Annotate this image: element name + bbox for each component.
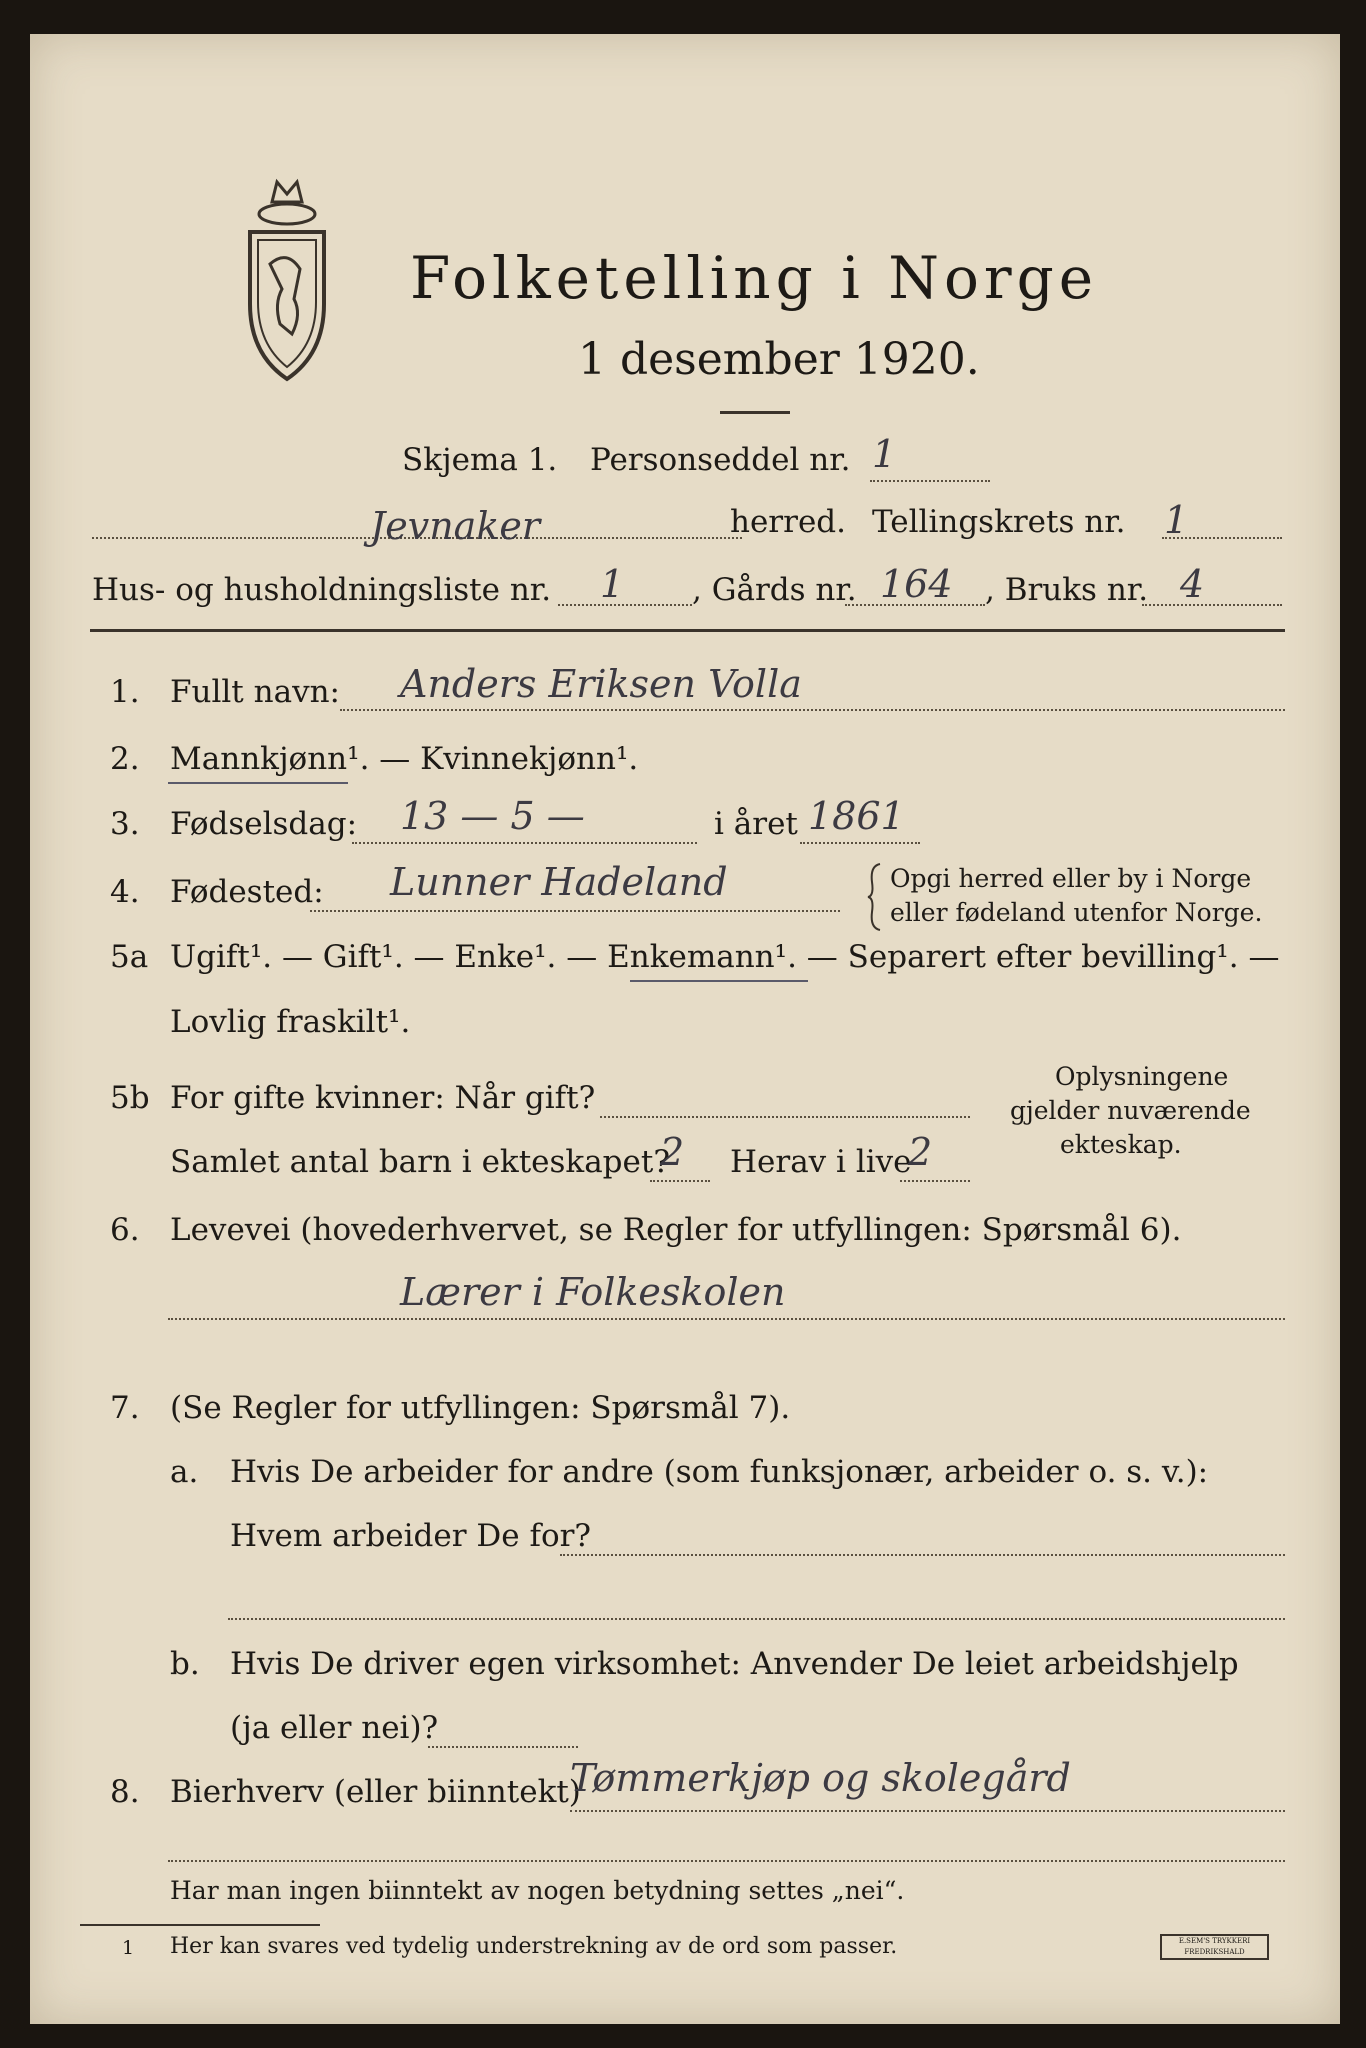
q2-number: 2. [110, 741, 140, 777]
q5b-alive-line [900, 1180, 970, 1182]
footnote-text: Her kan svares ved tydelig understrekning av de ord som passer. [170, 1934, 898, 1959]
tellingskrets-line [1162, 537, 1282, 539]
q3-value: 13 — 5 — [400, 794, 585, 838]
personseddel-value: 1 [872, 432, 897, 476]
footnote-rule [80, 1924, 320, 1926]
personseddel-line [870, 480, 990, 482]
herred-value: Jevnaker [370, 504, 540, 548]
q8-number: 8. [110, 1774, 140, 1810]
q7a-line2 [228, 1618, 1285, 1620]
coat-of-arms-icon [242, 174, 332, 394]
q6-label: Levevei (hovederhvervet, se Regler for utfyllingen: Spørsmål 6). [170, 1212, 1182, 1248]
q4-line [310, 910, 840, 912]
header-divider [720, 411, 790, 414]
q5b-number: 5b [110, 1080, 150, 1116]
biinntekt-note: Har man ingen biinntekt av nogen betydning settes „nei“. [170, 1876, 905, 1905]
q7a-text: Hvis De arbeider for andre (som funksjonær, arbeider o. s. v.): [230, 1454, 1209, 1490]
q4-brace-icon [866, 862, 884, 932]
q7a-line [560, 1554, 1285, 1556]
q5b-note-line3: ekteskap. [1060, 1130, 1182, 1159]
q5a-line1: Ugift¹. — Gift¹. — Enke¹. — Enkemann¹. — Separert efter bevilling¹. — [170, 939, 1280, 975]
hus-label: Hus- og husholdningsliste nr. [92, 572, 552, 608]
q2-label: Mannkjønn¹. — Kvinnekjønn¹. [170, 741, 639, 777]
q5b-children-line [650, 1180, 710, 1182]
hus-value: 1 [600, 562, 625, 606]
gards-value: 164 [880, 562, 953, 606]
personseddel-label: Personseddel nr. [590, 442, 851, 478]
q3-number: 3. [110, 806, 140, 842]
q3-line [352, 842, 697, 844]
q5a-number: 5a [110, 939, 149, 975]
q5b-alive-value: 2 [908, 1130, 933, 1174]
q6-line [168, 1318, 1285, 1320]
q7b-line [428, 1746, 578, 1748]
q3-label: Fødselsdag: [170, 806, 358, 842]
q6-number: 6. [110, 1212, 140, 1248]
q4-value: Lunner Hadeland [390, 860, 728, 904]
gards-line [845, 604, 985, 606]
q5b-children-value: 2 [660, 1130, 685, 1174]
q7b-question: (ja eller nei)? [230, 1710, 439, 1746]
q7a-question: Hvem arbeider De for? [230, 1518, 592, 1554]
schema-label: Skjema 1. [402, 442, 558, 478]
herred-label: herred. [730, 504, 846, 540]
q7b-text: Hvis De driver egen virksomhet: Anvender De leiet arbeidshjelp [230, 1646, 1239, 1682]
census-form [30, 34, 1340, 2024]
q4-label: Fødested: [170, 874, 324, 910]
tellingskrets-value: 1 [1164, 498, 1189, 542]
census-date: 1 desember 1920. [578, 334, 980, 385]
q1-number: 1. [110, 674, 140, 710]
q8-line [570, 1810, 1285, 1812]
q8-label: Bierhverv (eller biinntekt) [170, 1774, 581, 1810]
q3-year-label: i året [714, 806, 798, 842]
q5b-married-line [600, 1116, 970, 1118]
q7b-letter: b. [170, 1646, 200, 1682]
q3-year-value: 1861 [808, 794, 905, 838]
section-divider [90, 629, 1285, 632]
bruks-value: 4 [1180, 562, 1205, 606]
q6-value: Lærer i Folkeskolen [400, 1270, 786, 1314]
q1-label: Fullt navn: [170, 674, 340, 710]
q7-label: (Se Regler for utfyllingen: Spørsmål 7). [170, 1390, 791, 1426]
q5b-note-line2: gjelder nuværende [1010, 1096, 1251, 1125]
q1-line [340, 709, 1285, 711]
q5a-line2: Lovlig fraskilt¹. [170, 1004, 411, 1040]
q5a-underline [630, 980, 808, 982]
q5b-alive-label: Herav i live [730, 1144, 912, 1180]
form-title: Folketelling i Norge [410, 244, 1099, 312]
q7a-letter: a. [170, 1454, 199, 1490]
q7-number: 7. [110, 1390, 140, 1426]
q4-number: 4. [110, 874, 140, 910]
q5b-note-line1: Oplysningene [1055, 1062, 1229, 1091]
q5b-label2: Samlet antal barn i ekteskapet? [170, 1144, 670, 1180]
tellingskrets-label: Tellingskrets nr. [872, 504, 1126, 540]
q4-note-line2: eller fødeland utenfor Norge. [890, 898, 1263, 927]
bruks-line [1142, 604, 1282, 606]
q3-year-line [800, 842, 920, 844]
q4-note-line1: Opgi herred eller by i Norge [890, 864, 1252, 893]
q5b-label1: For gifte kvinner: Når gift? [170, 1080, 596, 1116]
gards-label: , Gårds nr. [692, 572, 857, 608]
q2-underline [168, 782, 348, 784]
printer-stamp: E.SEM'S TRYKKERI FREDRIKSHALD [1160, 1934, 1269, 1960]
footnote-mark: 1 [122, 1937, 135, 1959]
q1-value: Anders Eriksen Volla [400, 662, 802, 706]
q8-value: Tømmerkjøp og skolegård [570, 1756, 1071, 1800]
bruks-label: , Bruks nr. [985, 572, 1149, 608]
hus-line [558, 604, 692, 606]
q8-line2 [168, 1860, 1285, 1862]
